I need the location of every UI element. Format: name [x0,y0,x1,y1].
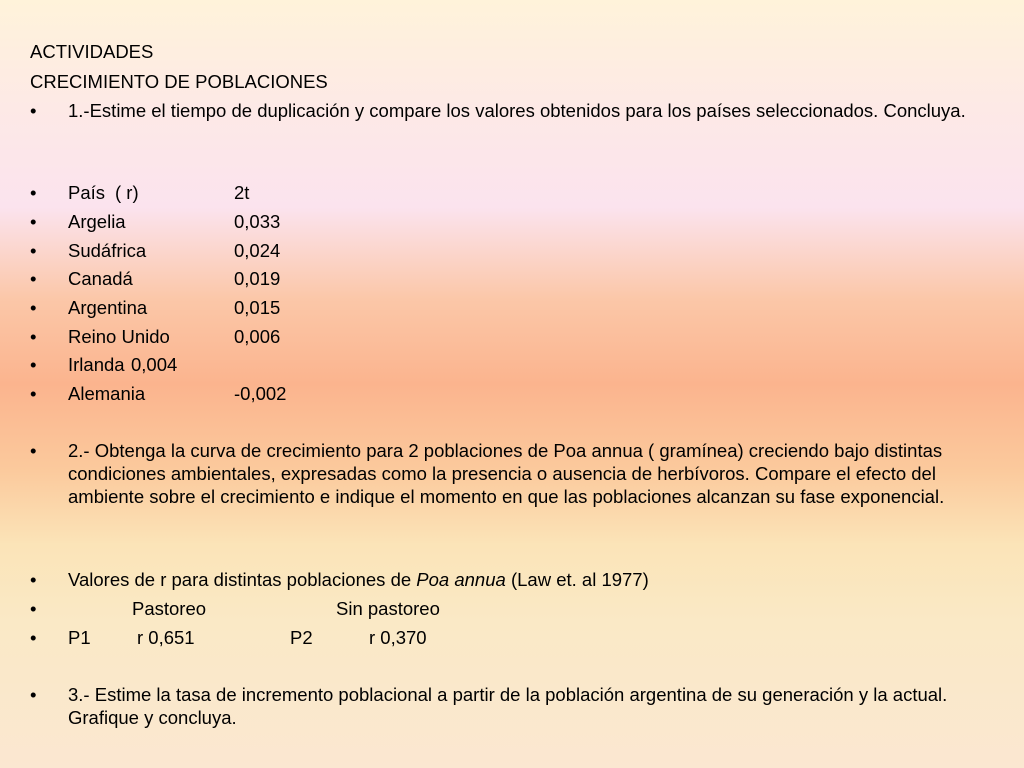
bullet-icon: • [30,354,37,375]
row-value: -0,002 [234,383,287,404]
bullet-icon: • [30,240,37,261]
values-suffix: (Law et. al 1977) [505,569,649,590]
values-species: Poa annua [416,569,506,590]
row-country: Sudáfrica [68,240,147,261]
values-text [68,568,973,591]
p1-value: r 0,651 [137,627,195,648]
row-country: Alemania [68,383,146,404]
row-value: 0,004 [131,354,178,375]
heading: ACTIVIDADES [30,41,154,62]
p2-value: r 0,370 [369,627,427,648]
bullet-icon: • [30,297,37,318]
row-country: Reino Unido [68,326,170,347]
bullet-icon: • [30,182,37,203]
row-value: 0,006 [234,326,281,347]
header-r: ( r) [115,182,139,203]
row-country: Canadá [68,268,133,289]
p1-label: P1 [68,627,91,648]
row-country: Argentina [68,297,148,318]
row-value: 0,033 [234,211,281,232]
question-3-text: 3.- Estime la tasa de incremento poblacional a partir de la población argentina de su generación y la actual. Grafique y concluya. [68,684,948,728]
bullet-icon: • [30,326,37,347]
row-value: 0,019 [234,268,281,289]
header-country: País [68,182,106,203]
row-country: Argelia [68,211,126,232]
values-prefix: Valores de r para distintas poblaciones de [68,569,417,590]
bullet-icon: • [30,383,37,404]
p2-label: P2 [290,627,313,648]
row-country: Irlanda [68,354,125,375]
bullet-icon: • [30,684,37,705]
header-2t: 2t [234,182,250,203]
bullet-icon: • [30,211,37,232]
bullet-icon: • [30,598,37,619]
bullet-icon: • [30,569,37,590]
bullet-icon: • [30,100,37,121]
bullet-icon: • [30,440,37,461]
question-1-text: 1.-Estime el tiempo de duplicación y compare los valores obtenidos para los países seleccionados. Concluya. [68,100,966,121]
row-value: 0,015 [234,297,281,318]
bullet-icon: • [30,627,37,648]
subheading: CRECIMIENTO DE POBLACIONES [30,71,328,92]
question-2-text: 2.- Obtenga la curva de crecimiento para 2 poblaciones de Poa annua ( gramínea) creciendo bajo distintas condiciones ambientales, expresadas como la presencia o ausencia de herbívoros. Compare el efecto del ambiente sobre el crecimiento e indique el momento en que las poblaciones alcanzan su fase exponencial. [68,440,945,507]
col-sin-pastoreo: Sin pastoreo [336,598,440,619]
col-pastoreo: Pastoreo [132,598,207,619]
row-value: 0,024 [234,240,281,261]
bullet-icon: • [30,268,37,289]
